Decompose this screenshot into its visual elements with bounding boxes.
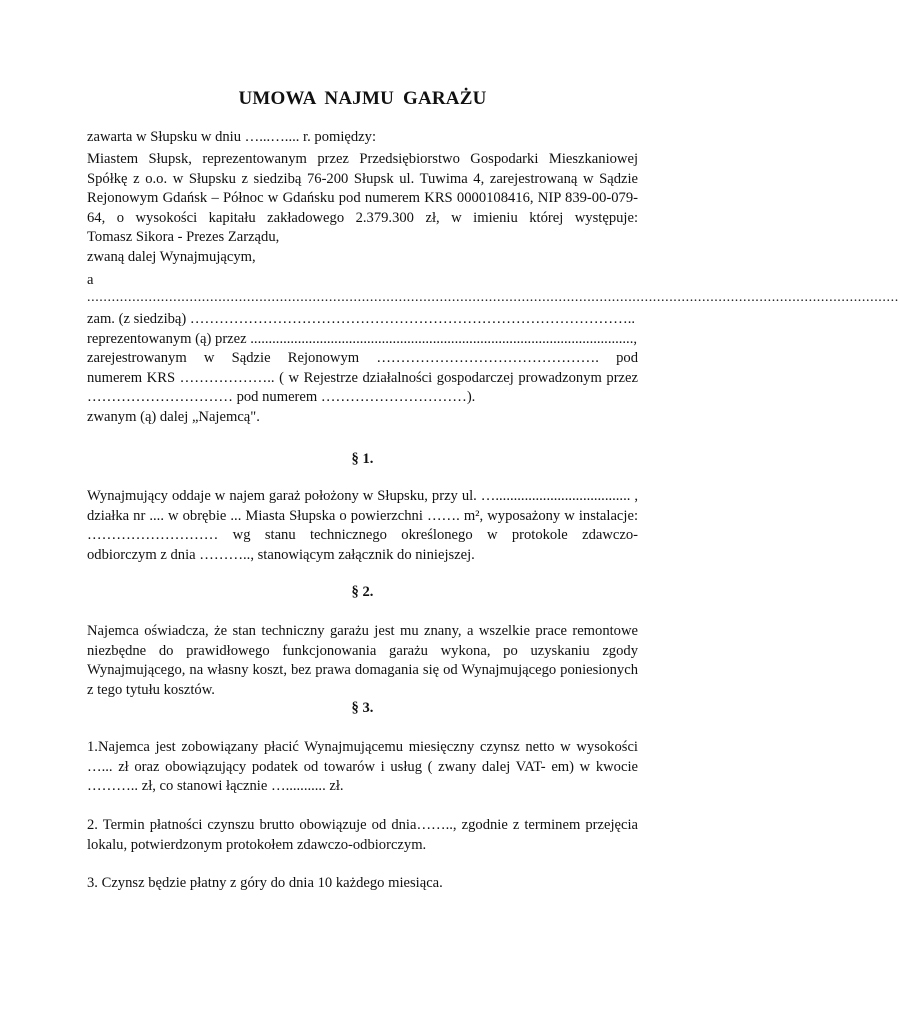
party1-representative: Tomasz Sikora - Prezes Zarządu,: [87, 229, 280, 245]
party1-paragraph: [87, 150, 638, 267]
party2-line: numerem KRS ……………….. ( w Rejestrze działalności gospodarczej prowadzonym przez: [87, 369, 638, 386]
section-line: Najemca oświadcza, że stan techniczny garażu jest mu znany, a wszelkie prace remontowe: [87, 623, 638, 639]
section-line: Wynajmujący oddaje w najem garaż położony w Słupsku, przy ul. …..................................... ,: [87, 488, 638, 504]
party2-line: reprezentowanym (ą) przez .........................................................................................................,: [87, 330, 638, 347]
section-3-paragraph-3: 3. Czynsz będzie płatny z góry do dnia 10 każdego miesiąca.: [87, 875, 443, 891]
section-heading: § 1.: [351, 451, 374, 467]
section-3-paragraph-1: [87, 738, 638, 797]
section-line: 1.Najemca jest zobowiązany płacić Wynajmującemu miesięczny czynsz netto w wysokości: [87, 739, 638, 755]
party1-line: 64, o wysokości kapitału zakładowego 2.379.300 zł, w imieniu której występuje:: [87, 209, 638, 226]
party2-called: zwanym (ą) dalej „Najemcą".: [87, 408, 260, 425]
section-line: z tego tytułu kosztów.: [87, 681, 215, 698]
section-line: ……………………… wg stanu technicznego określonego w protokole zdawczo-: [87, 527, 638, 543]
section-heading: § 3.: [351, 700, 374, 716]
party2-line: zarejestrowanym w Sądzie Rejonowym ………………………………………. pod: [87, 350, 638, 366]
section-line: działka nr .... w obrębie ... Miasta Słupska o powierzchni ……. m², wyposażony w instalacje:: [87, 507, 638, 524]
section-1-paragraph: [87, 487, 638, 565]
party1-line: Rejonowym Gdańsk – Północ w Gdańsku pod numerem KRS 0000108416, NIP 839-00-079-: [87, 190, 638, 206]
party2-line: zam. (z siedzibą) ………………………………………………………………………………..: [87, 311, 636, 327]
section-line: …... zł oraz obowiązujący podatek od towarów i usług ( zwany dalej VAT- em) w kwocie: [87, 758, 638, 775]
section-line: lokalu, potwierdzonym protokołem zdawczo-odbiorczym.: [87, 836, 427, 853]
section-line: Wynajmującego, na własny koszt, bez prawa domagania się od Wynajmującego poniesionych: [87, 662, 638, 678]
document-title: UMOWA NAJMU GARAŻU: [238, 88, 487, 109]
party1-line: Spółkę z o.o. w Słupsku z siedzibą 76-200 Słupsk ul. Tuwima 4, zarejestrowaną w Sądzie: [87, 170, 638, 187]
section-line: odbiorczym z dnia ……….., stanowiącym załącznik do niniejszej.: [87, 546, 475, 563]
section-line: ……….. zł, co stanowi łącznie …........... zł.: [87, 778, 344, 794]
and-word: a: [87, 272, 94, 288]
party2-paragraph: [87, 310, 638, 427]
section-2-paragraph: [87, 622, 638, 700]
section-heading: § 2.: [351, 584, 374, 600]
section-3-paragraph-2: [87, 816, 638, 855]
party2-name-blank: ......................................................................................................................................................................................................: [87, 290, 899, 305]
party1-called: zwaną dalej Wynajmującym,: [87, 248, 256, 265]
party2-line: ………………………… pod numerem …………………………).: [87, 389, 476, 405]
intro-date-line: zawarta w Słupsku w dniu …...….... r. pomiędzy:: [87, 129, 376, 145]
section-line: niezbędne do prawidłowego funkcjonowania garażu wykona, po uzyskaniu zgody: [87, 642, 638, 659]
party1-line: Miastem Słupsk, reprezentowanym przez Przedsiębiorstwo Gospodarki Mieszkaniowej: [87, 151, 638, 167]
section-line: 2. Termin płatności czynszu brutto obowiązuje od dnia…….., zgodnie z terminem przejęcia: [87, 817, 638, 833]
